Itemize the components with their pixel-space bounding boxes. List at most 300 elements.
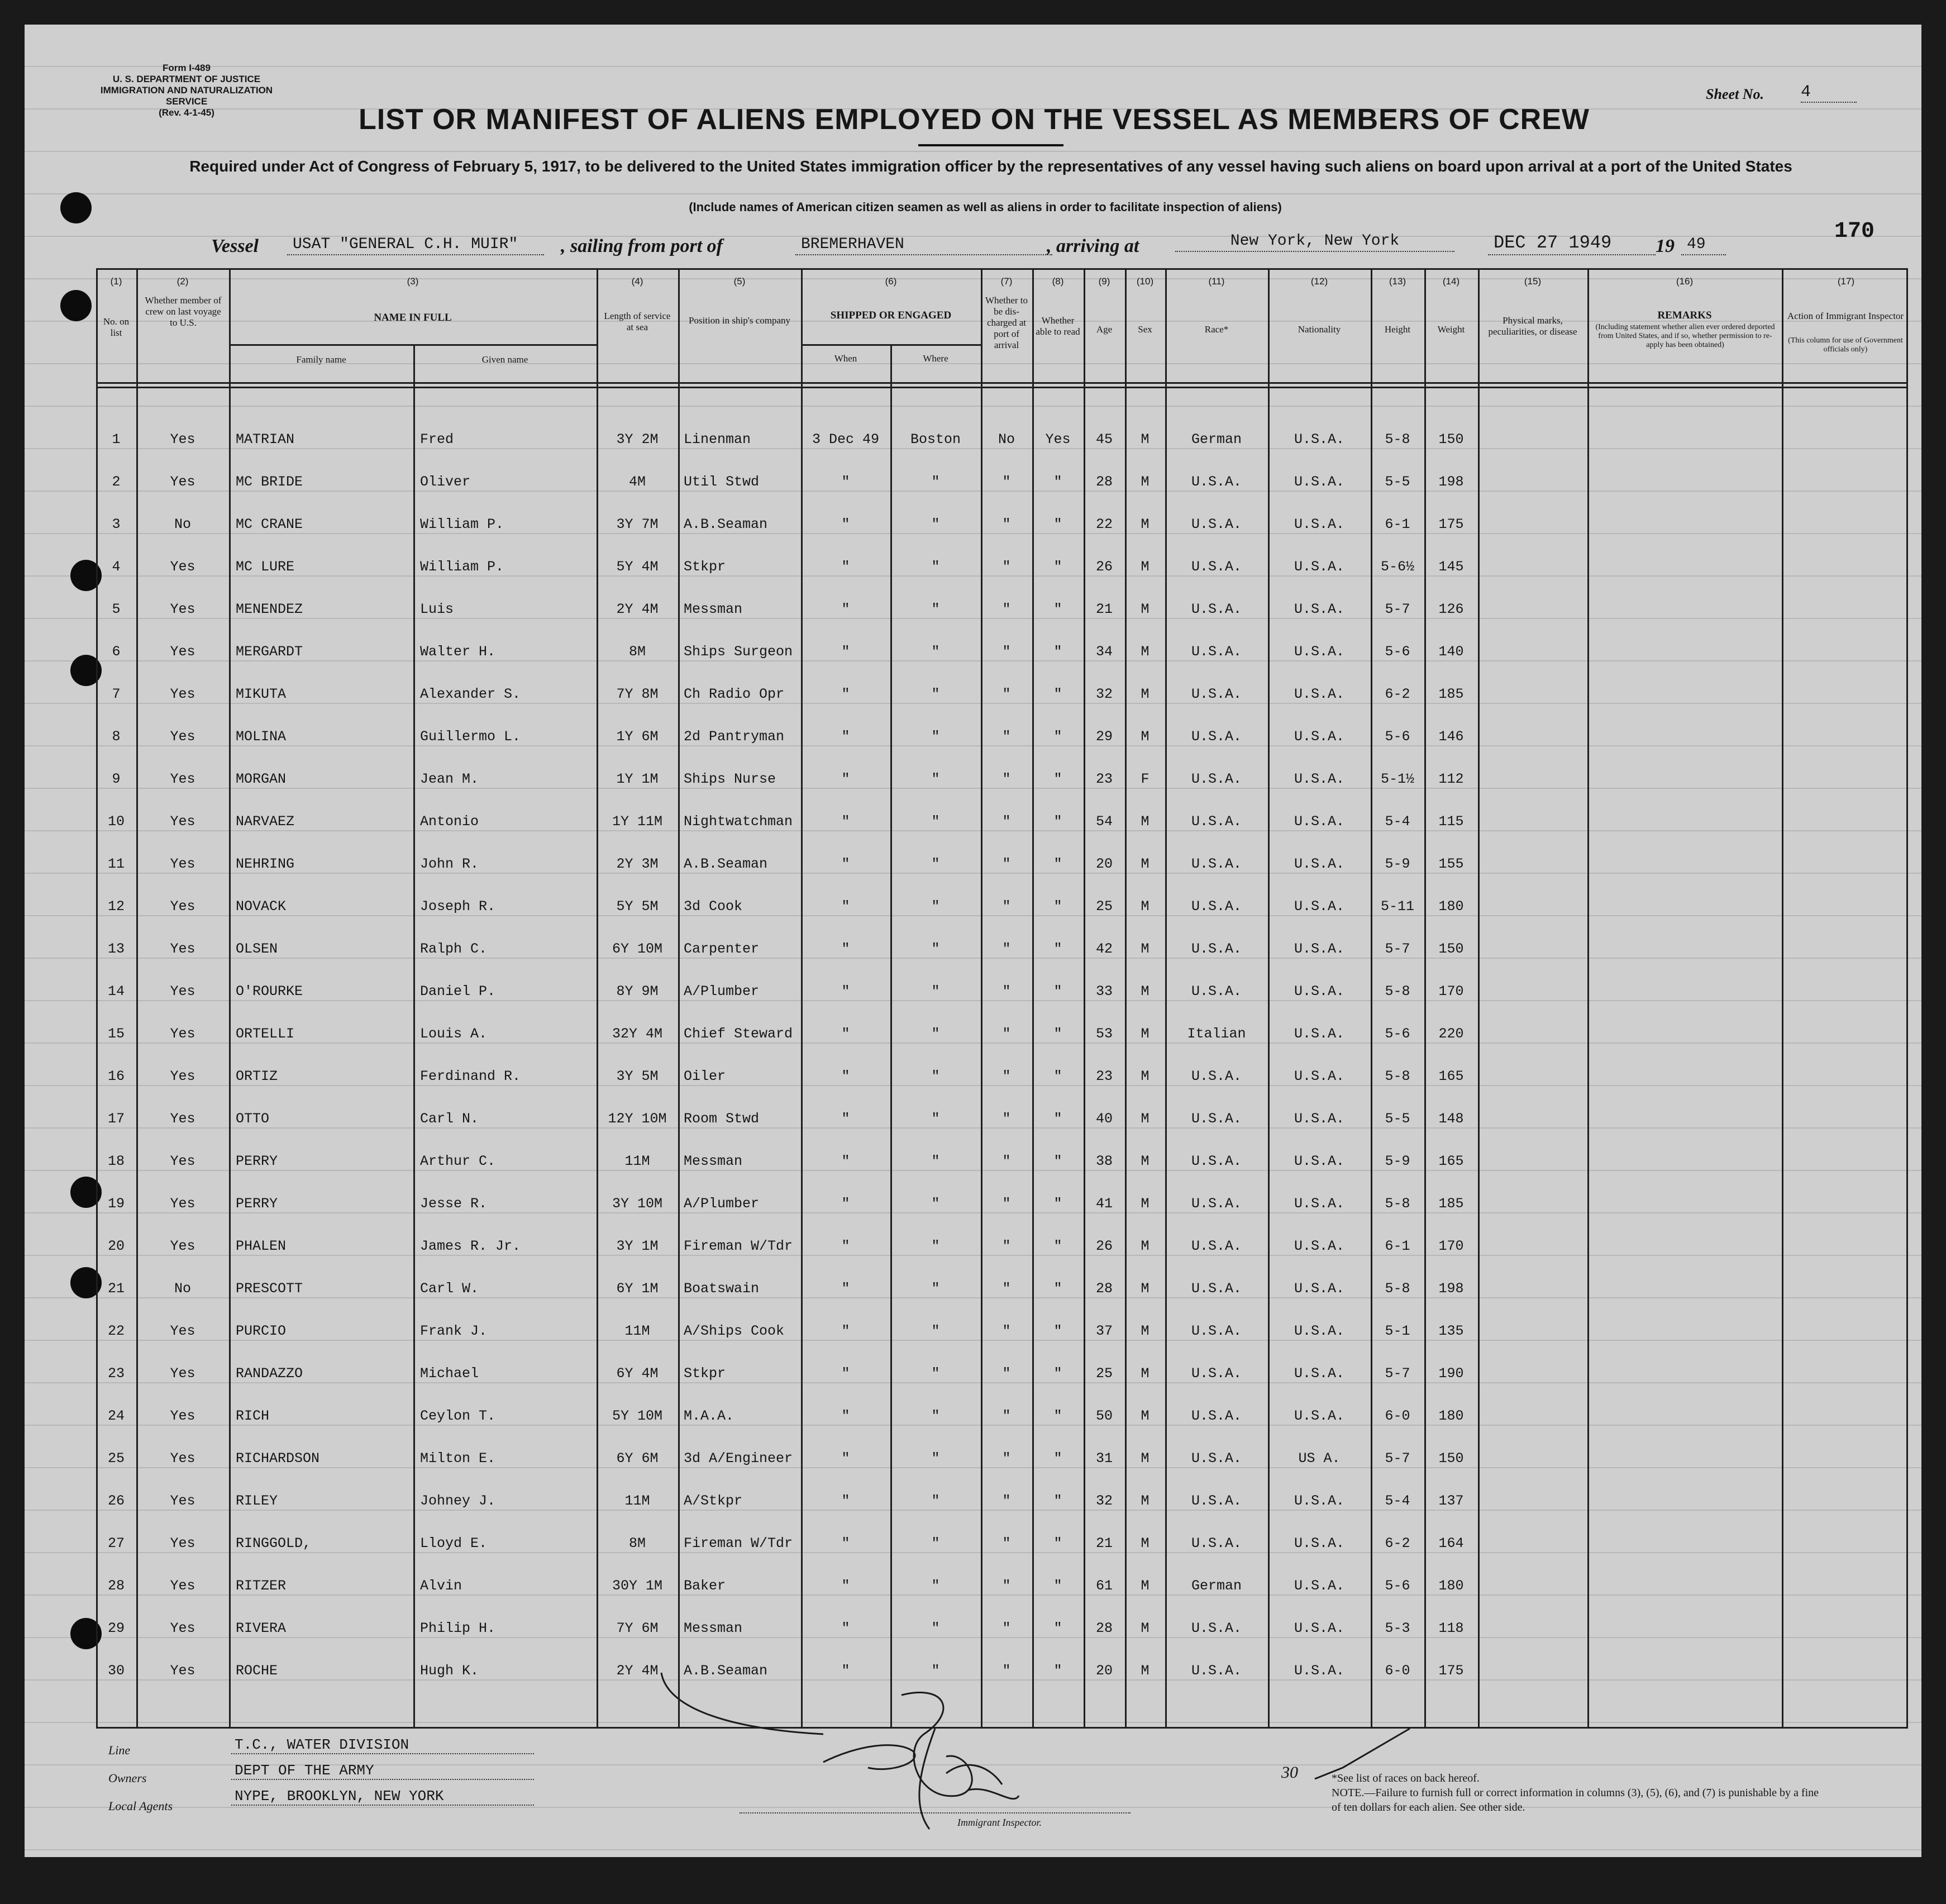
table-top-border: [96, 268, 1908, 270]
row-number-cell: 14: [107, 983, 125, 999]
column-rule: [413, 344, 415, 1729]
height-cell: 5-8: [1385, 1196, 1410, 1212]
given-name-cell: Ferdinand R.: [420, 1068, 521, 1084]
weight-cell: 150: [1438, 941, 1464, 957]
family-name-cell: MATRIAN: [236, 431, 295, 448]
engaged-when-cell: ": [841, 1196, 850, 1212]
engaged-when-cell: ": [841, 1068, 850, 1084]
row-number-cell: 20: [107, 1238, 125, 1254]
row-number-cell: 5: [112, 601, 121, 617]
arriving-label: , arriving at: [1047, 236, 1139, 256]
age-cell: 33: [1095, 983, 1113, 999]
sex-cell: M: [1141, 1196, 1150, 1212]
race-cell: U.S.A.: [1191, 983, 1242, 999]
sex-cell: M: [1141, 729, 1150, 745]
engaged-when-cell: ": [841, 1111, 850, 1127]
punch-hole: [60, 290, 92, 321]
able-to-read-cell: ": [1053, 559, 1062, 575]
engaged-where-cell: ": [931, 1365, 940, 1382]
able-to-read-cell: Yes: [1045, 431, 1071, 448]
inspector-label: Immigrant Inspector.: [957, 1817, 1042, 1828]
ship-position-cell: Ships Surgeon: [684, 644, 793, 660]
engaged-where-cell: ": [931, 1493, 940, 1509]
crew-member-flag-cell: Yes: [170, 771, 195, 787]
weight-cell: 148: [1438, 1111, 1464, 1127]
family-name-cell: MC CRANE: [236, 516, 303, 532]
nationality-cell: U.S.A.: [1294, 729, 1344, 745]
service-length-cell: 3Y 7M: [616, 516, 659, 532]
ship-position-cell: A/Plumber: [684, 983, 760, 999]
departure-port: BREMERHAVEN: [795, 236, 1052, 255]
engaged-where-cell: ": [931, 1068, 940, 1084]
column-rule: [1587, 268, 1589, 1729]
weight-cell: 146: [1438, 729, 1464, 745]
age-cell: 40: [1095, 1111, 1113, 1127]
crew-member-flag-cell: Yes: [170, 686, 195, 702]
able-to-read-cell: ": [1053, 1323, 1062, 1339]
age-cell: 37: [1095, 1323, 1113, 1339]
nationality-cell: U.S.A.: [1294, 898, 1344, 915]
age-cell: 29: [1095, 729, 1113, 745]
nationality-cell: U.S.A.: [1294, 1493, 1344, 1509]
able-to-read-cell: ": [1053, 1408, 1062, 1424]
discharge-flag-cell: ": [1002, 1238, 1011, 1254]
service-length-cell: 3Y 2M: [616, 431, 659, 448]
family-name-cell: MORGAN: [236, 771, 287, 787]
discharge-flag-cell: ": [1002, 1196, 1011, 1212]
header-given-name: Given name: [481, 354, 528, 365]
ship-position-cell: A/Ships Cook: [684, 1323, 785, 1339]
crew-member-flag-cell: Yes: [170, 1068, 195, 1084]
service-length-cell: 1Y 11M: [612, 813, 662, 830]
weight-cell: 185: [1438, 686, 1464, 702]
discharge-flag-cell: ": [1002, 1281, 1011, 1297]
height-cell: 5-7: [1385, 601, 1410, 617]
sailing-label: , sailing from port of: [561, 236, 723, 256]
nationality-cell: U.S.A.: [1294, 644, 1344, 660]
sex-cell: M: [1141, 1663, 1150, 1679]
sex-cell: M: [1141, 431, 1150, 448]
column-rule: [678, 268, 680, 1729]
engaged-where-cell: ": [931, 559, 940, 575]
row-number-cell: 21: [107, 1281, 125, 1297]
race-cell: U.S.A.: [1191, 1153, 1242, 1169]
family-name-cell: MERGARDT: [236, 644, 303, 660]
form-id: Form I-489: [163, 63, 211, 73]
service-length-cell: 11M: [624, 1153, 650, 1169]
family-name-cell: PHALEN: [236, 1238, 287, 1254]
discharge-flag-cell: ": [1002, 813, 1011, 830]
engaged-where-cell: ": [931, 813, 940, 830]
weight-cell: 170: [1438, 1238, 1464, 1254]
nationality-cell: U.S.A.: [1294, 1663, 1344, 1679]
row-number-cell: 27: [107, 1535, 125, 1551]
nationality-cell: US A.: [1298, 1450, 1341, 1467]
race-cell: U.S.A.: [1191, 474, 1242, 490]
engaged-where-cell: ": [931, 1153, 940, 1169]
service-name: IMMIGRATION AND NATURALIZATION SERVICE: [100, 85, 273, 107]
engaged-when-cell: ": [841, 516, 850, 532]
family-name-cell: MC BRIDE: [236, 474, 303, 490]
agency-name: U. S. DEPARTMENT OF JUSTICE: [112, 74, 261, 84]
age-cell: 21: [1095, 601, 1113, 617]
engaged-where-cell: ": [931, 686, 940, 702]
engaged-when-cell: ": [841, 1663, 850, 1679]
discharge-flag-cell: ": [1002, 1578, 1011, 1594]
row-number-cell: 23: [107, 1365, 125, 1382]
height-cell: 5-6: [1385, 729, 1410, 745]
row-number-cell: 4: [112, 559, 121, 575]
family-name-cell: RIVERA: [236, 1620, 287, 1636]
age-cell: 22: [1095, 516, 1113, 532]
discharge-flag-cell: ": [1002, 601, 1011, 617]
service-length-cell: 4M: [628, 474, 646, 490]
able-to-read-cell: ": [1053, 1578, 1062, 1594]
engaged-when-cell: ": [841, 1026, 850, 1042]
crew-member-flag-cell: Yes: [170, 898, 195, 915]
col-num-15: (15): [1524, 276, 1542, 287]
header-where: Where: [923, 353, 948, 364]
service-length-cell: 3Y 5M: [616, 1068, 659, 1084]
able-to-read-cell: ": [1053, 1196, 1062, 1212]
vessel-value: USAT "GENERAL C.H. MUIR": [287, 236, 544, 255]
engaged-where-cell: ": [931, 1408, 940, 1424]
given-name-cell: Ceylon T.: [420, 1408, 496, 1424]
able-to-read-cell: ": [1053, 1365, 1062, 1382]
family-name-cell: MENENDEZ: [236, 601, 303, 617]
height-cell: 6-2: [1385, 1535, 1410, 1551]
header-discharged: Whether to be dis-charged at port of arrival: [985, 295, 1028, 350]
sex-cell: M: [1141, 1535, 1150, 1551]
service-length-cell: 8M: [628, 1535, 646, 1551]
ship-position-cell: Ch Radio Opr: [684, 686, 785, 702]
age-cell: 42: [1095, 941, 1113, 957]
sex-cell: M: [1141, 1578, 1150, 1594]
col-num-1: (1): [110, 276, 122, 287]
able-to-read-cell: ": [1053, 813, 1062, 830]
height-cell: 5-8: [1385, 431, 1410, 448]
row-number-cell: 18: [107, 1153, 125, 1169]
given-name-cell: Arthur C.: [420, 1153, 496, 1169]
age-cell: 23: [1095, 1068, 1113, 1084]
header-position: Position in ship's company: [688, 315, 791, 326]
engaged-when-cell: ": [841, 601, 850, 617]
engaged-when-cell: ": [841, 474, 850, 490]
given-name-cell: Alexander S.: [420, 686, 521, 702]
crew-member-flag-cell: Yes: [170, 1238, 195, 1254]
nationality-cell: U.S.A.: [1294, 474, 1344, 490]
engaged-when-cell: ": [841, 1153, 850, 1169]
sex-cell: M: [1141, 559, 1150, 575]
crew-member-flag-cell: Yes: [170, 941, 195, 957]
discharge-flag-cell: ": [1002, 644, 1011, 660]
height-cell: 5-7: [1385, 1450, 1410, 1467]
discharge-flag-cell: ": [1002, 686, 1011, 702]
age-cell: 23: [1095, 771, 1113, 787]
able-to-read-cell: ": [1053, 1663, 1062, 1679]
header-whether-member: Whether member of crew on last voyage to U.S.: [145, 295, 222, 328]
height-cell: 5-8: [1385, 1068, 1410, 1084]
service-length-cell: 7Y 6M: [616, 1620, 659, 1636]
service-length-cell: 11M: [624, 1323, 650, 1339]
able-to-read-cell: ": [1053, 856, 1062, 872]
able-to-read-cell: ": [1053, 771, 1062, 787]
crew-member-flag-cell: Yes: [170, 1408, 195, 1424]
crew-member-flag-cell: Yes: [170, 1153, 195, 1169]
page-title: LIST OR MANIFEST OF ALIENS EMPLOYED ON THE VESSEL AS MEMBERS OF CREW: [359, 103, 1590, 136]
nationality-cell: U.S.A.: [1294, 1026, 1344, 1042]
ship-position-cell: 3d A/Engineer: [684, 1450, 793, 1467]
header-name-in-full: NAME IN FULL: [374, 312, 452, 323]
discharge-flag-cell: ": [1002, 898, 1011, 915]
age-cell: 20: [1095, 1663, 1113, 1679]
height-cell: 5-8: [1385, 1281, 1410, 1297]
family-name-cell: OLSEN: [236, 941, 278, 957]
col-num-9: (9): [1098, 276, 1110, 287]
weight-cell: 155: [1438, 856, 1464, 872]
row-number-cell: 17: [107, 1111, 125, 1127]
service-length-cell: 2Y 4M: [616, 601, 659, 617]
age-cell: 28: [1095, 1281, 1113, 1297]
family-name-cell: MC LURE: [236, 559, 295, 575]
discharge-flag-cell: ": [1002, 559, 1011, 575]
header-double-border: [96, 387, 1908, 388]
engaged-where-cell: ": [931, 941, 940, 957]
engaged-where-cell: ": [931, 1535, 940, 1551]
race-cell: U.S.A.: [1191, 1068, 1242, 1084]
col-num-6: (6): [885, 276, 897, 287]
sex-cell: M: [1141, 813, 1150, 830]
col-num-5: (5): [733, 276, 746, 287]
ship-position-cell: Stkpr: [684, 559, 726, 575]
row-number-cell: 29: [107, 1620, 125, 1636]
weight-cell: 198: [1438, 1281, 1464, 1297]
header-action-sub: (This column for use of Government officials only): [1788, 336, 1903, 354]
given-name-cell: Frank J.: [420, 1323, 488, 1339]
nationality-cell: U.S.A.: [1294, 559, 1344, 575]
sex-cell: M: [1141, 1153, 1150, 1169]
family-name-cell: PURCIO: [236, 1323, 287, 1339]
discharge-flag-cell: ": [1002, 1365, 1011, 1382]
race-cell: Italian: [1187, 1026, 1246, 1042]
col-num-17: (17): [1837, 276, 1855, 287]
family-name-cell: MIKUTA: [236, 686, 287, 702]
col-num-12: (12): [1310, 276, 1328, 287]
col-num-16: (16): [1676, 276, 1694, 287]
col-num-8: (8): [1052, 276, 1064, 287]
able-to-read-cell: ": [1053, 516, 1062, 532]
given-name-cell: Philip H.: [420, 1620, 496, 1636]
height-cell: 5-9: [1385, 1153, 1410, 1169]
height-cell: 5-5: [1385, 1111, 1410, 1127]
engaged-when-cell: 3 Dec 49: [812, 431, 880, 448]
sex-cell: M: [1141, 516, 1150, 532]
age-cell: 61: [1095, 1578, 1113, 1594]
col-num-14: (14): [1442, 276, 1460, 287]
service-length-cell: 6Y 6M: [616, 1450, 659, 1467]
race-cell: U.S.A.: [1191, 1620, 1242, 1636]
age-cell: 20: [1095, 856, 1113, 872]
sex-cell: M: [1141, 474, 1150, 490]
row-number-cell: 8: [112, 729, 121, 745]
discharge-flag-cell: ": [1002, 983, 1011, 999]
sex-cell: M: [1141, 644, 1150, 660]
able-to-read-cell: ": [1053, 1111, 1062, 1127]
engaged-where-cell: ": [931, 1238, 940, 1254]
engaged-where-cell: ": [931, 644, 940, 660]
height-cell: 5-6: [1385, 644, 1410, 660]
ship-position-cell: A/Stkpr: [684, 1493, 743, 1509]
family-name-cell: RITZER: [236, 1578, 287, 1594]
able-to-read-cell: ": [1053, 601, 1062, 617]
height-cell: 5-6: [1385, 1026, 1410, 1042]
discharge-flag-cell: ": [1002, 1408, 1011, 1424]
race-cell: U.S.A.: [1191, 1281, 1242, 1297]
able-to-read-cell: ": [1053, 1153, 1062, 1169]
nationality-cell: U.S.A.: [1294, 941, 1344, 957]
age-cell: 50: [1095, 1408, 1113, 1424]
ship-position-cell: Linenman: [684, 431, 751, 448]
header-age: Age: [1096, 324, 1113, 335]
service-length-cell: 8Y 9M: [616, 983, 659, 999]
ship-position-cell: Messman: [684, 1153, 743, 1169]
age-cell: 28: [1095, 474, 1113, 490]
nationality-cell: U.S.A.: [1294, 1365, 1344, 1382]
ship-position-cell: Fireman W/Tdr: [684, 1238, 793, 1254]
crew-member-flag-cell: No: [174, 516, 191, 532]
discharge-flag-cell: ": [1002, 941, 1011, 957]
col-num-13: (13): [1389, 276, 1406, 287]
header-race: Race*: [1204, 324, 1229, 335]
title-rule: [918, 144, 1063, 146]
form-revision: (Rev. 4-1-45): [159, 107, 214, 118]
engaged-when-cell: ": [841, 559, 850, 575]
discharge-flag-cell: No: [998, 431, 1015, 448]
engaged-where-cell: ": [931, 1281, 940, 1297]
row-number-cell: 28: [107, 1578, 125, 1594]
row-number-cell: 2: [112, 474, 121, 490]
weight-cell: 185: [1438, 1196, 1464, 1212]
row-number-cell: 24: [107, 1408, 125, 1424]
height-cell: 5-7: [1385, 941, 1410, 957]
service-length-cell: 32Y 4M: [612, 1026, 662, 1042]
row-number-cell: 7: [112, 686, 121, 702]
crew-member-flag-cell: Yes: [170, 1026, 195, 1042]
able-to-read-cell: ": [1053, 1493, 1062, 1509]
race-cell: U.S.A.: [1191, 898, 1242, 915]
row-number-cell: 10: [107, 813, 125, 830]
engaged-when-cell: ": [841, 1535, 850, 1551]
header-able-read: Whether able to read: [1036, 315, 1080, 337]
engaged-where-cell: ": [931, 1323, 940, 1339]
given-name-cell: Jesse R.: [420, 1196, 488, 1212]
weight-cell: 180: [1438, 1408, 1464, 1424]
sex-cell: M: [1141, 1323, 1150, 1339]
height-cell: 5-4: [1385, 813, 1410, 830]
crew-member-flag-cell: Yes: [170, 1620, 195, 1636]
engaged-where-cell: Boston: [910, 431, 961, 448]
service-length-cell: 30Y 1M: [612, 1578, 662, 1594]
given-name-cell: Joseph R.: [420, 898, 496, 915]
ship-position-cell: 2d Pantryman: [684, 729, 785, 745]
include-note: (Include names of American citizen seamen as well as aliens in order to facilitate inspection of aliens): [689, 200, 1282, 214]
line-label: Line: [108, 1743, 131, 1757]
race-cell: U.S.A.: [1191, 1196, 1242, 1212]
race-cell: German: [1191, 1578, 1242, 1594]
height-cell: 5-11: [1380, 898, 1414, 915]
family-name-cell: NEHRING: [236, 856, 295, 872]
nationality-cell: U.S.A.: [1294, 1323, 1344, 1339]
engaged-when-cell: ": [841, 1365, 850, 1382]
engaged-when-cell: ": [841, 1238, 850, 1254]
weight-cell: 118: [1438, 1620, 1464, 1636]
ship-position-cell: 3d Cook: [684, 898, 743, 915]
date-stamp: DEC 27 1949: [1488, 232, 1656, 255]
weight-cell: 137: [1438, 1493, 1464, 1509]
row-number-cell: 30: [107, 1663, 125, 1679]
sex-cell: M: [1141, 1365, 1150, 1382]
crew-member-flag-cell: Yes: [170, 813, 195, 830]
ship-position-cell: Fireman W/Tdr: [684, 1535, 793, 1551]
given-name-cell: Antonio: [420, 813, 479, 830]
row-number-cell: 9: [112, 771, 121, 787]
form-header: [80, 63, 293, 118]
nationality-cell: U.S.A.: [1294, 856, 1344, 872]
ship-position-cell: Ships Nurse: [684, 771, 776, 787]
crew-member-flag-cell: Yes: [170, 1111, 195, 1127]
crew-member-flag-cell: Yes: [170, 1535, 195, 1551]
weight-cell: 140: [1438, 644, 1464, 660]
nationality-cell: U.S.A.: [1294, 686, 1344, 702]
discharge-flag-cell: ": [1002, 1068, 1011, 1084]
ship-position-cell: Oiler: [684, 1068, 726, 1084]
row-number-cell: 11: [107, 856, 125, 872]
nationality-cell: U.S.A.: [1294, 1578, 1344, 1594]
height-cell: 5-1: [1385, 1323, 1410, 1339]
able-to-read-cell: ": [1053, 1535, 1062, 1551]
sex-cell: M: [1141, 1620, 1150, 1636]
height-cell: 5-6: [1385, 1578, 1410, 1594]
crew-member-flag-cell: Yes: [170, 644, 195, 660]
height-cell: 5-1½: [1380, 771, 1414, 787]
col-num-11: (11): [1208, 276, 1225, 287]
family-name-cell: NOVACK: [236, 898, 287, 915]
ship-position-cell: A.B.Seaman: [684, 516, 768, 532]
engaged-where-cell: ": [931, 601, 940, 617]
crew-member-flag-cell: Yes: [170, 729, 195, 745]
able-to-read-cell: ": [1053, 1620, 1062, 1636]
race-cell: U.S.A.: [1191, 856, 1242, 872]
sex-cell: F: [1141, 771, 1150, 787]
header-sex: Sex: [1138, 324, 1152, 335]
sex-cell: M: [1141, 983, 1150, 999]
col-num-10: (10): [1136, 276, 1154, 287]
service-length-cell: 6Y 1M: [616, 1281, 659, 1297]
race-cell: U.S.A.: [1191, 1323, 1242, 1339]
given-name-cell: Alvin: [420, 1578, 462, 1594]
discharge-flag-cell: ": [1002, 1153, 1011, 1169]
discharge-flag-cell: ": [1002, 1493, 1011, 1509]
discharge-flag-cell: ": [1002, 1450, 1011, 1467]
engaged-where-cell: ": [931, 1620, 940, 1636]
ship-position-cell: M.A.A.: [684, 1408, 734, 1424]
crew-member-flag-cell: Yes: [170, 1493, 195, 1509]
given-name-cell: William P.: [420, 559, 504, 575]
given-name-cell: William P.: [420, 516, 504, 532]
sex-cell: M: [1141, 1238, 1150, 1254]
engaged-when-cell: ": [841, 1450, 850, 1467]
crew-member-flag-cell: Yes: [170, 856, 195, 872]
